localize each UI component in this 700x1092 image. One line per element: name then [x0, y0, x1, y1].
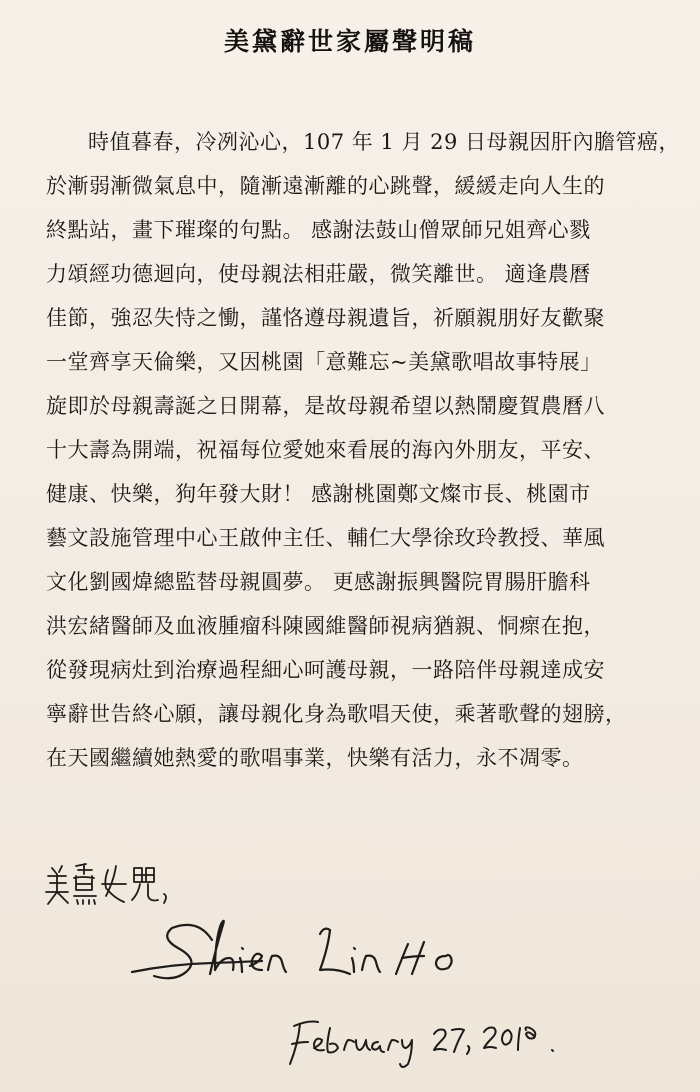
date-text — [0, 0, 1, 1]
statement-line-1: 時值暮春，冷冽沁心，107 年 1 月 29 日母親因肝內膽管癌， — [88, 130, 681, 154]
statement-line-2: 於漸弱漸微氣息中，隨漸遠漸離的心跳聲，緩緩走向人生的 — [46, 174, 605, 198]
statement-line-4: 力頌經功德迴向，使母親法相莊嚴，微笑離世。 適逢農曆 — [46, 262, 591, 286]
statement-line-12: 洪宏緒醫師及血液腫瘤科陳國維醫師視病猶親、恫瘝在抱， — [46, 614, 605, 638]
statement-line-9: 健康、快樂，狗年發大財！ 感謝桃園鄭文燦市長、桃園市 — [46, 482, 591, 506]
statement-line-3: 終點站，畫下璀璨的句點。 感謝法鼓山僧眾師兄姐齊心戮 — [46, 218, 591, 242]
statement-line-13: 從發現病灶到治療過程細心呵護母親，一路陪伴母親達成安 — [46, 658, 605, 682]
statement-line-11: 文化劉國煒總監替母親圓夢。 更感謝振興醫院胃腸肝膽科 — [46, 570, 591, 594]
statement-line-8: 十大壽為開端，祝福每位愛她來看展的海內外朋友，平安、 — [46, 438, 605, 462]
statement-line-5: 佳節，強忍失恃之慟，謹恪遵母親遺旨，祈願親朋好友歡聚 — [46, 306, 605, 330]
signature-text — [0, 0, 1, 1]
statement-line-10: 藝文設施管理中心王啟仲主任、輔仁大學徐玫玲教授、華風 — [46, 526, 605, 550]
statement-line-15: 在天國繼續她熱愛的歌唱事業，快樂有活力，永不凋零。 — [46, 746, 584, 770]
statement-line-6: 一堂齊享天倫樂，又因桃園「意難忘~美黛歌唱故事特展」 — [46, 350, 602, 374]
closing-text — [0, 0, 1, 1]
statement-line-14: 寧辭世告終心願，讓母親化身為歌唱天使，乘著歌聲的翅膀， — [46, 702, 627, 726]
document-title: 美黛辭世家屬聲明稿 — [223, 27, 476, 56]
statement-line-7: 旋即於母親壽誕之日開幕，是故母親希望以熱鬧慶賀農曆八 — [46, 394, 605, 418]
